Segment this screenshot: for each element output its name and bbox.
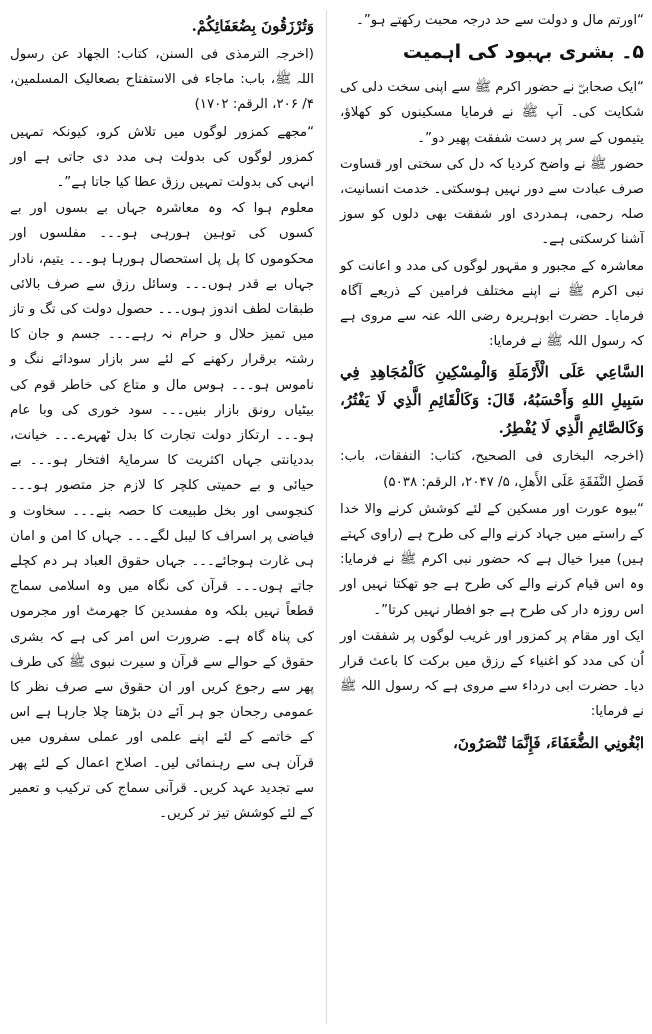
paragraph-4: “بیوہ عورت اور مسکین کے لئے کوشش کرنے والا خدا کے راستے میں جہاد کرنے والے کی طرح ہے (راوی کہتے ہیں) میرا خیال ہے کہ حضور نبی اکرم ﷺ نے فرمایا: وہ اس قیام کرنے والے کی طرح ہے جو تھکتا نہیں اور اس روزہ دار کی طرح ہے جو افطار نہیں کرتا”۔ [340,501,644,618]
intro-quote: “اورتم مال و دولت سے حد درجہ محبت رکھتے ہو”۔ [355,13,644,28]
paragraph-1: “ایک صحابیؓ نے حضور اکرم ﷺ سے اپنی سخت دلی کی شکایت کی۔ آپ ﷺ نے فرمایا مسکینوں کو کھلاؤ، یتیموں کے سر پر دست شفقت پھیر دو”۔ [340,80,644,146]
arabic-hadith-2-continued: وَتُرْزَقُونَ بِضُعَفَائِكُمْ. [191,17,314,35]
arabic-hadith-2: ابْغُونِي الضُّعَفَاءَ، فَإِنَّمَا تُنْصَرُونَ، [453,733,644,752]
left-column [10,8,314,827]
paragraph-7: معلوم ہوا کہ وہ معاشرہ جہاں بے بسوں اور بے کسوں کی توہین ہورہی ہو۔۔۔ مفلسوں اور محکوموں کا پل پل استحصال ہورہا ہو۔۔۔ یتیم، نادار جہاں بے قدر ہوں۔۔۔ وسائل رزق سے صرف بالائی طبقات لطف اندوز ہوں۔۔۔ حصول دولت کی تگ و تاز میں تمیز حلال و حرام نہ رہے۔۔۔ جسم و جان کا رشتہ برقرار رکھنے کے لئے سر بازار سودائے ننگ و ناموس ہو۔۔۔ ہوس مال و متاع کی خاطر قوم کی بیٹیاں رونق بازار بنیں۔۔۔ سود خوری کی وبا عام ہو۔۔۔ ارتکاز دولت تجارت کا بدل ٹھہرے۔۔۔ خیانت، بددیانتی جہاں اکثریت کا سرمایۂ افتخار ہو۔۔۔ بے حیائی و بے حمیتی کلچر کا لازم جز متصور ہو۔۔۔ کنجوسی اور بخل طبیعت کا حصہ بنے۔۔۔ سخاوت و فیاضی پر اسراف کا لیبل لگے۔۔۔ جہاں کا امن و امان ہی غارت ہوجائے۔۔۔ جہاں حقوق العباد ہر دم کچلے جاتے ہوں۔۔۔ قرآن کی نگاہ میں وہ اسلامی سماج قطعاً نہیں بلکہ وہ مفسدین کا جھرمٹ اور مجرموں کی پناہ گاہ ہے۔ ضرورت اس امر کی ہے کہ بشری حقوق کے حوالے سے قرآن و سیرت نبوی ﷺ کی طرف پھر سے رجوع کریں اور ان حقوق سے صرف نظر کا عمومی رجحان جو ہر آئے دن بڑھتا چلا جارہا ہے اس کے خاتمے کے لئے اپنے علمی اور عملی سفروں میں قرآن ہی سے رہنمائی لیں۔ اصلاح اعمال کے لئے پھر سے تجدید عہد کریں۔ قرآنی سماج کی ترکیب و تعمیر کے لئے کوشش تیز تر کریں۔ [10,201,314,822]
column-divider [326,10,327,1024]
paragraph-2: حضور ﷺ نے واضح کردیا کہ دل کی سختی اور قساوت صرف عبادت سے دور نہیں ہوسکتی۔ خدمت انسانیت، صلہ رحمی، ہمدردی اور شفقت بھی دلوں کو سوز آشنا کرسکتی ہے۔ [340,156,644,248]
paragraph-6: “مجھے کمزور لوگوں میں تلاش کرو، کیونکہ تمہیں کمزور لوگوں کی بدولت ہی مدد دی جاتی ہے اور انہی کی بدولت تمہیں رزق عطا کیا جاتا ہے”۔ [10,124,314,191]
paragraph-3: معاشرہ کے مجبور و مقہور لوگوں کی مدد و اعانت کو نبی اکرم ﷺ نے اپنے مختلف فرامین کے ذریعے آگاہ فرمایا۔ حضرت ابوہریرہ رضی اللہ عنہ سے مروی ہے کہ رسول اللہ ﷺ نے فرمایا: [340,258,644,350]
arabic-hadith-1: السَّاعِي عَلَى الْأَرْمَلَةِ وَالْمِسْكِينِ كَالْمُجَاهِدِ فِي سَبِيلِ اللهِ وَأَحْسَبُهُ، قَالَ: وَكَالْقَائِمِ الَّذِي لَا يَفْتُرُ، وَكَالصَّائِمِ الَّذِي لَا يُفْطِرُ. [340,363,644,438]
reference-1: (اخرجہ البخاری فی الصحیح، کتاب: النفقات، باب: فَضلِ النَّفَقَةِ عَلَى الأَهلِ، ۵/ ۲۰۴۷، الرقم: ۵۰۳۸) [340,449,644,490]
reference-2: (اخرجہ الترمذی فی السنن، کتاب: الجھاد عن رسول اللہ ﷺ، باب: ماجاء فی الاستفتاح بصعالیک المسلمین، ۴/ ۲۰۶، الرقم: ۱۷۰۲) [10,47,314,113]
right-column [340,8,644,759]
paragraph-5: ایک اور مقام پر کمزور اور غریب لوگوں پر شفقت اور اُن کی مدد کو اغنیاء کے رزق میں برکت کا باعث قرار دیا۔ حضرت ابی درداء سے مروی ہے کہ رسول اللہ ﷺ نے فرمایا: [340,628,644,720]
section-heading: ۵۔ بشری بہبود کی اہمیت [402,41,644,64]
